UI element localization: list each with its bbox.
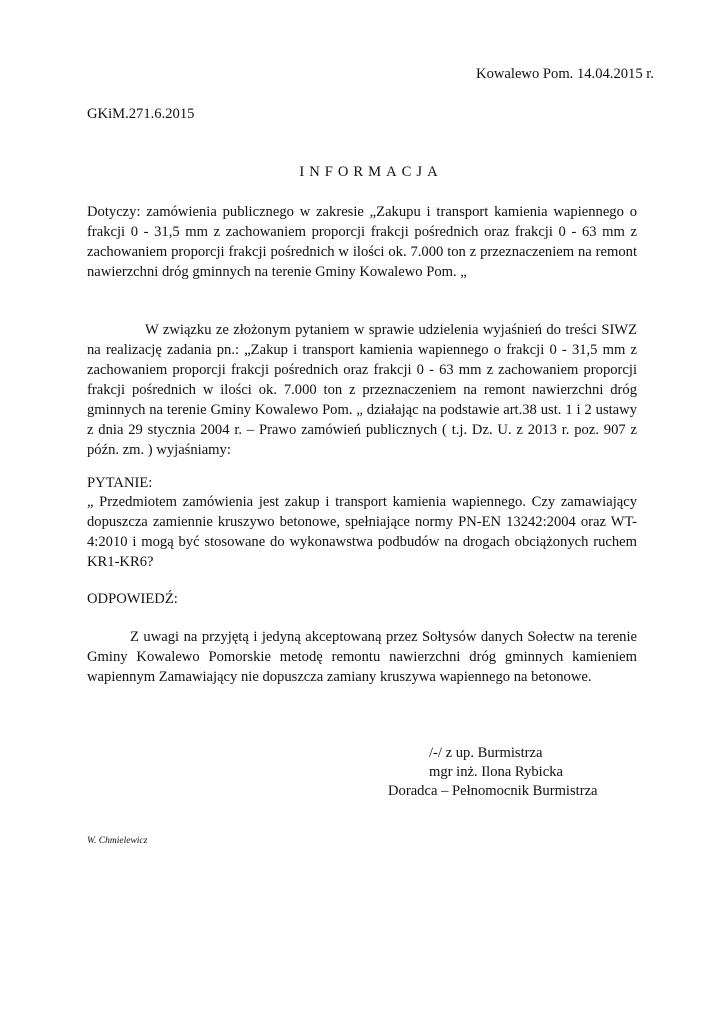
signature-position: Doradca – Pełnomocnik Burmistrza (388, 783, 598, 799)
subject-paragraph: Dotyczy: zamówienia publicznego w zakresie „Zakupu i transport kamienia wapiennego o frakcji 0 - 31,5 mm z zachowaniem proporcji frakcji pośrednich oraz frakcji 0 - 63 mm z zachowaniem proporcji frakcji pośrednich w ilości ok. 7.000 ton z przeznaczeniem na remont nawierzchni dróg gminnych na terenie Gminy Kowalewo Pom. „ (87, 204, 637, 280)
author-initials: W. Chmielewicz (87, 836, 148, 846)
signature-name: mgr inż. Ilona Rybicka (429, 764, 563, 780)
question-body: „ Przedmiotem zamówienia jest zakup i transport kamienia wapiennego. Czy zamawiający dopuszcza zamiennie kruszywo betonowe, spełniające normy PN-EN 13242:2004 oraz WT-4:2010 i mogą być stosowane do wykonawstwa podbudów na drogach obciążonych ruchem KR1-KR6? (87, 494, 637, 570)
question-heading: PYTANIE: (87, 475, 153, 491)
signature-block (388, 744, 628, 801)
reference-number: GKiM.271.6.2015 (87, 106, 195, 122)
document-title: INFORMACJA (299, 164, 443, 180)
answer-body: Z uwagi na przyjętą i jedyną akceptowaną przez Sołtysów danych Sołectw na terenie Gminy Kowalewo Pomorskie metodę remontu nawierzchni dróg gminnych kamieniem wapiennym Zamawiający nie dopuszcza zamiany kruszywa wapiennego na betonowe. (87, 629, 637, 685)
answer-heading: ODPOWIEDŹ: (87, 591, 178, 607)
signature-authorization: /-/ z up. Burmistrza (429, 745, 543, 761)
intro-paragraph: W związku ze złożonym pytaniem w sprawie udzielenia wyjaśnień do treści SIWZ na realizację zadania pn.: „Zakup i transport kamienia wapiennego o frakcji 0 - 31,5 mm z zachowaniem proporcji frakcji pośrednich oraz frakcji 0 - 63 mm z zachowaniem proporcji frakcji pośrednich w ilości ok. 7.000 ton z przeznaczeniem na remont nawierzchni dróg gminnych na terenie Gminy Kowalewo Pom. „ działając na podstawie art.38 ust. 1 i 2 ustawy z dnia 29 stycznia 2004 r. – Prawo zamówień publicznych ( t.j. Dz. U. z 2013 r. poz. 907 z późn. zm. ) wyjaśniamy: (87, 322, 637, 458)
place-date: Kowalewo Pom. 14.04.2015 r. (476, 66, 654, 82)
